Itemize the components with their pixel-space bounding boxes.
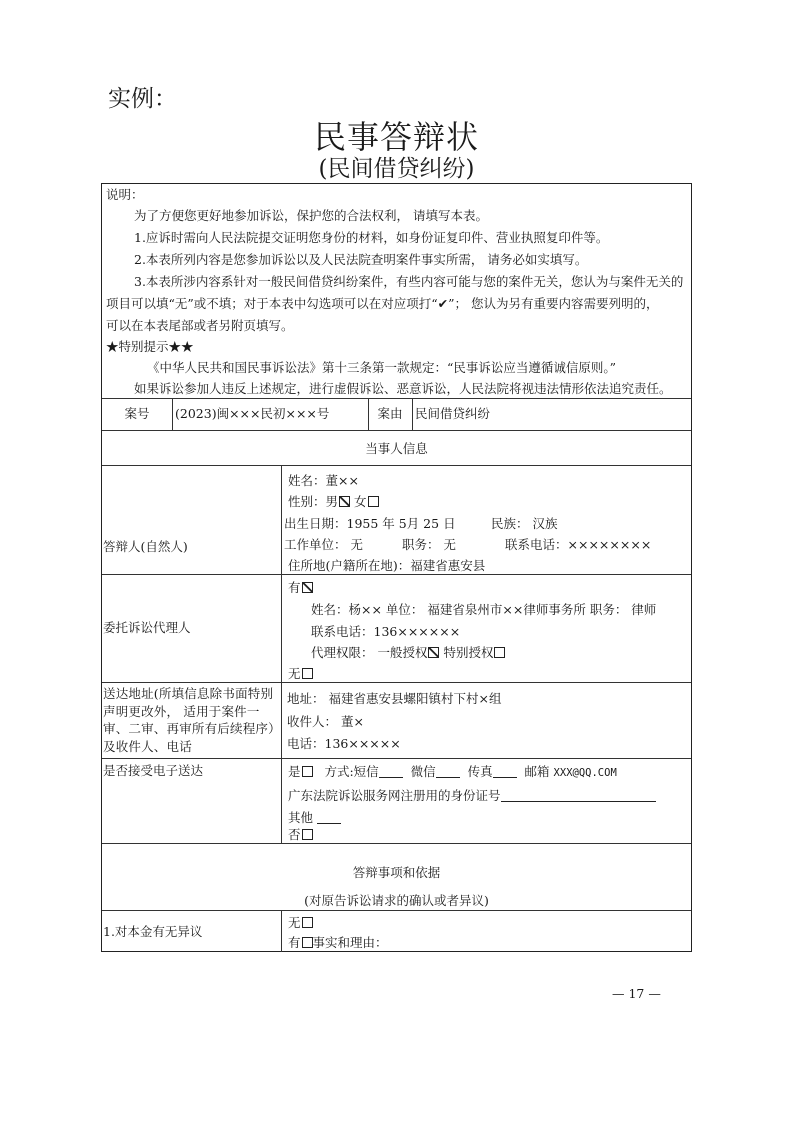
court-id-row <box>288 788 656 804</box>
notes-item-3-line1: 3.本表所涉内容系针对一般民间借贷纠纷案件，有些内容可能与您的案件无关，您认为与案件无关的 <box>134 274 684 289</box>
email-label: 邮箱 <box>524 764 550 779</box>
special-authority-checkbox[interactable] <box>494 647 505 658</box>
gender-male-label: 男 <box>325 494 339 509</box>
page-number: — 17 — <box>612 986 661 1001</box>
divider <box>102 430 691 431</box>
respondent-birth: 出生日期：1955 年 5月 25 日 <box>284 516 456 531</box>
divider <box>102 843 691 844</box>
male-checkbox[interactable] <box>339 496 350 507</box>
agent-has-label: 有 <box>288 580 301 595</box>
case-cause-label: 案由 <box>377 406 403 421</box>
defense-section-subtitle: (对原告诉讼请求的确认或者异议) <box>304 893 489 908</box>
sms-input[interactable] <box>379 765 403 778</box>
notes-heading: 说明： <box>106 187 144 202</box>
court-id-input[interactable] <box>501 789 656 802</box>
fax-label: 传真 <box>467 764 493 779</box>
other-label: 其他 <box>288 810 314 825</box>
agent-details-line1: 姓名：杨×× 单位： 福建省泉州市××律师事务所 职务： 律师 <box>311 602 657 617</box>
notes-item-3-line2: 项目可以填“无”或不填；对于本表中勾选项可以在对应项打“✔”； 您认为另有重要内容需要列明的， <box>106 296 659 311</box>
agent-has <box>288 580 313 596</box>
e-service-no-checkbox[interactable] <box>302 829 313 840</box>
divider <box>412 398 413 430</box>
respondent-residence: 住所地(户籍所在地)：福建省惠安县 <box>288 558 486 573</box>
divider <box>281 910 282 952</box>
gender-label: 性别： <box>288 494 326 509</box>
service-address: 地址： 福建省惠安县螺阳镇村下村×组 <box>287 691 502 706</box>
court-id-label: 广东法院诉讼服务网注册用的身份证号 <box>288 788 501 803</box>
special-notice-heading: ★特别提示★★ <box>106 339 194 354</box>
defense-form-table <box>101 183 692 952</box>
agent-none <box>288 666 313 682</box>
divider <box>102 465 691 466</box>
email-value: XXX@QQ.COM <box>553 767 617 779</box>
notes-item-1: 1.应诉时需向人民法院提交证明您身份的材料，如身份证复印件、营业执照复印件等。 <box>134 230 609 245</box>
document-subtitle: (民间借贷纠纷) <box>318 156 475 182</box>
divider <box>102 910 691 911</box>
document-title: 民事答辩状 <box>313 118 479 156</box>
example-label: 实例： <box>108 86 177 112</box>
e-service-yes-label: 是 <box>288 764 301 779</box>
service-recipient: 收件人： 董× <box>287 714 364 729</box>
principal-has-checkbox[interactable] <box>302 937 313 948</box>
notes-item-3-line3: 可以在本表尾部或者另附页填写。 <box>106 318 294 333</box>
respondent-name: 姓名：董×× <box>288 473 359 488</box>
sms-label: 方式:短信 <box>324 764 379 779</box>
case-number-label: 案号 <box>124 406 150 421</box>
principal-none-label: 无 <box>288 915 301 930</box>
service-phone: 电话：136××××× <box>287 736 401 751</box>
authority-special-label: 特别授权 <box>443 645 494 660</box>
wechat-label: 微信 <box>410 764 436 779</box>
principal-none-row <box>288 915 313 931</box>
agent-none-label: 无 <box>288 666 301 681</box>
respondent-phone: 联系电话：×××××××× <box>505 537 652 552</box>
notes-item-2: 2.本表所列内容是您参加诉讼以及人民法院查明案件事实所需， 请务必如实填写。 <box>134 252 588 267</box>
respondent-gender <box>288 494 379 510</box>
divider <box>102 398 691 399</box>
gender-female-label: 女 <box>354 494 367 509</box>
other-input[interactable] <box>317 811 341 824</box>
party-section-title: 当事人信息 <box>365 441 428 456</box>
respondent-label: 答辩人(自然人) <box>103 539 188 554</box>
other-row <box>288 810 341 826</box>
e-service-no-row <box>288 827 313 843</box>
case-number-value: (2023)闽×××民初×××号 <box>175 406 330 421</box>
agent-details-line2: 联系电话：136×××××× <box>311 624 461 639</box>
respondent-ethnicity: 民族： 汉族 <box>491 516 558 531</box>
notes-intro: 为了方便您更好地参加诉讼，保护您的合法权利， 请填写本表。 <box>134 208 488 223</box>
e-service-label: 是否接受电子送达 <box>103 763 204 778</box>
defense-item-label: 1.对本金有无异议 <box>103 924 203 939</box>
respondent-position: 职务： 无 <box>402 537 456 552</box>
principal-has-row <box>288 935 388 951</box>
service-address-label: 送达地址(所填信息除书面特别声明更改外， 适用于案件一审、二审、再审所有后续程序）及收件人、电话 <box>103 686 275 754</box>
principal-none-checkbox[interactable] <box>302 917 313 928</box>
female-checkbox[interactable] <box>368 496 379 507</box>
e-service-no-label: 否 <box>288 827 301 842</box>
principal-reason-label: 事实和理由： <box>312 935 388 950</box>
agent-authority <box>311 645 505 661</box>
fax-input[interactable] <box>493 765 517 778</box>
e-service-yes-row <box>288 764 617 781</box>
divider <box>172 398 173 430</box>
divider <box>102 682 691 683</box>
divider <box>281 465 282 843</box>
special-notice-line2: 如果诉讼参加人违反上述规定，进行虚假诉讼、恶意诉讼，人民法院将视违法情形依法追究责任。 <box>134 381 672 396</box>
wechat-input[interactable] <box>436 765 460 778</box>
general-authority-checkbox[interactable] <box>428 647 439 658</box>
e-service-yes-checkbox[interactable] <box>302 766 313 777</box>
agent-label: 委托诉讼代理人 <box>103 620 191 635</box>
special-notice-line1: 《中华人民共和国民事诉讼法》第十三条第一款规定：“民事诉讼应当遵循诚信原则。” <box>147 360 617 375</box>
case-cause-value: 民间借贷纠纷 <box>415 406 491 421</box>
respondent-employer: 工作单位： 无 <box>284 537 363 552</box>
principal-has-label: 有 <box>288 935 301 950</box>
defense-section-title: 答辩事项和依据 <box>352 865 441 880</box>
divider <box>102 758 691 759</box>
divider <box>102 574 691 575</box>
agent-has-checkbox[interactable] <box>302 582 313 593</box>
authority-general-label: 代理权限： 一般授权 <box>311 645 428 660</box>
agent-none-checkbox[interactable] <box>302 668 313 679</box>
